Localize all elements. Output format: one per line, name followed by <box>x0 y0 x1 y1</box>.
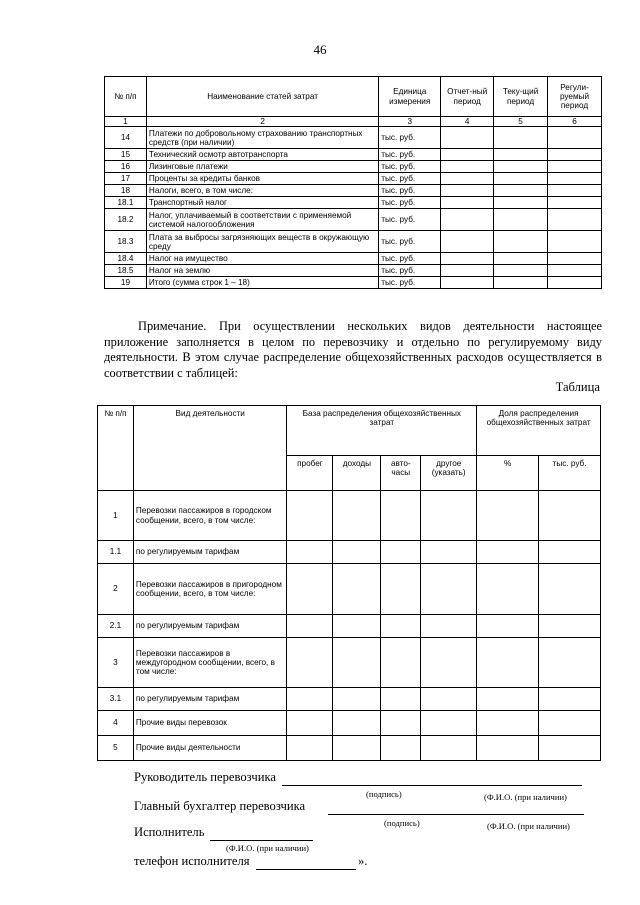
row-current-value[interactable] <box>494 127 548 149</box>
row-num: 18.2 <box>105 209 147 231</box>
page-number: 46 <box>313 42 327 57</box>
row-unit: тыс. руб. <box>379 197 441 209</box>
header-distribution-share: Доля распределения общехозяйственных затрат <box>477 406 601 456</box>
table-row <box>98 688 601 711</box>
table-row <box>105 209 602 231</box>
row-name: Налоги, всего, в том числе: <box>146 185 378 197</box>
col-number: 6 <box>548 117 602 127</box>
row-other-value[interactable] <box>421 564 477 615</box>
row-unit: тыс. руб. <box>379 173 441 185</box>
row-percent-value[interactable] <box>477 541 539 564</box>
header-autohours: авто-часы <box>381 456 421 491</box>
row-regulated-value[interactable] <box>548 161 602 173</box>
row-income-value[interactable] <box>333 736 381 761</box>
row-percent-value[interactable] <box>477 736 539 761</box>
table-row <box>98 541 601 564</box>
row-mileage-value[interactable] <box>287 688 333 711</box>
row-reported-value[interactable] <box>441 253 494 265</box>
row-thousand-rub-value[interactable] <box>539 736 601 761</box>
row-current-value[interactable] <box>494 161 548 173</box>
row-other-value[interactable] <box>421 615 477 638</box>
table-row <box>98 711 601 736</box>
row-num: 18.3 <box>105 231 147 253</box>
row-other-value[interactable] <box>421 541 477 564</box>
row-unit: тыс. руб. <box>379 231 441 253</box>
row-activity: Перевозки пассажиров в междугородном сообщении, всего, в том числе: <box>133 638 287 688</box>
row-name: Технический осмотр автотранспорта <box>146 149 378 161</box>
row-regulated-value[interactable] <box>548 127 602 149</box>
note-paragraph <box>104 319 602 381</box>
row-name: Платежи по добровольному страхованию транспортных средств (при наличии) <box>146 127 378 149</box>
row-num: 18.4 <box>105 253 147 265</box>
row-unit: тыс. руб. <box>379 209 441 231</box>
row-percent-value[interactable] <box>477 564 539 615</box>
executor-fio-caption: (Ф.И.О. (при наличии) <box>226 843 309 853</box>
row-other-value[interactable] <box>421 736 477 761</box>
col-number: 1 <box>105 117 147 127</box>
header-thousand-rub: тыс. руб. <box>539 456 601 491</box>
row-unit: тыс. руб. <box>379 253 441 265</box>
signature-executor-label: Исполнитель <box>134 825 205 839</box>
header-percent: % <box>477 456 539 491</box>
row-other-value[interactable] <box>421 711 477 736</box>
row-activity: по регулируемым тарифам <box>133 615 287 638</box>
row-reported-value[interactable] <box>441 197 494 209</box>
row-income-value[interactable] <box>333 491 381 541</box>
signature-line <box>328 814 584 815</box>
table-row <box>105 253 602 265</box>
col-number: 4 <box>441 117 494 127</box>
table-row <box>98 615 601 638</box>
col-number: 5 <box>494 117 548 127</box>
table-row <box>105 277 602 289</box>
signature-caption: (подпись) <box>366 789 402 799</box>
row-regulated-value[interactable] <box>548 231 602 253</box>
table-row <box>105 197 602 209</box>
row-num: 18.1 <box>105 197 147 209</box>
row-current-value[interactable] <box>494 197 548 209</box>
row-reported-value[interactable] <box>441 127 494 149</box>
row-thousand-rub-value[interactable] <box>539 615 601 638</box>
table-row <box>105 265 602 277</box>
row-thousand-rub-value[interactable] <box>539 564 601 615</box>
row-unit: тыс. руб. <box>379 265 441 277</box>
row-current-value[interactable] <box>494 185 548 197</box>
row-num: 5 <box>98 736 134 761</box>
table-row <box>105 127 602 149</box>
fio-caption: (Ф.И.О. (при наличии) <box>484 792 567 802</box>
row-num: 3 <box>98 638 134 688</box>
table-row <box>105 161 602 173</box>
row-autohours-value[interactable] <box>381 491 421 541</box>
row-mileage-value[interactable] <box>287 564 333 615</box>
cost-distribution-table <box>97 405 601 761</box>
row-unit: тыс. руб. <box>379 149 441 161</box>
row-current-value[interactable] <box>494 209 548 231</box>
row-autohours-value[interactable] <box>381 688 421 711</box>
row-regulated-value[interactable] <box>548 173 602 185</box>
header-distribution-base: База распределения общехозяйственных затрат <box>287 406 477 456</box>
header-current-period: Теку-щий период <box>494 77 548 117</box>
fio-caption: (Ф.И.О. (при наличии) <box>487 821 570 831</box>
row-activity: Перевозки пассажиров в пригородном сообщении, всего, в том числе: <box>133 564 287 615</box>
phone-label: телефон исполнителя <box>134 854 250 868</box>
header-num: № п/п <box>105 77 147 117</box>
row-num: 14 <box>105 127 147 149</box>
cost-distribution-body <box>98 491 601 761</box>
table-header-row <box>98 406 601 456</box>
row-autohours-value[interactable] <box>381 736 421 761</box>
row-regulated-value[interactable] <box>548 149 602 161</box>
row-reported-value[interactable] <box>441 231 494 253</box>
phone-line <box>256 869 356 870</box>
table-row <box>105 149 602 161</box>
row-reported-value[interactable] <box>441 149 494 161</box>
header-other: другое (указать) <box>421 456 477 491</box>
row-unit: тыс. руб. <box>379 161 441 173</box>
header-income: доходы <box>333 456 381 491</box>
phone-end: ». <box>358 854 368 868</box>
signature-head-label: Руководитель перевозчика <box>134 770 276 784</box>
row-regulated-value[interactable] <box>548 277 602 289</box>
row-other-value[interactable] <box>421 491 477 541</box>
table-row <box>98 491 601 541</box>
row-autohours-value[interactable] <box>381 638 421 688</box>
row-num: 1 <box>98 491 134 541</box>
row-mileage-value[interactable] <box>287 541 333 564</box>
row-num: 16 <box>105 161 147 173</box>
row-thousand-rub-value[interactable] <box>539 688 601 711</box>
row-name: Итого (сумма строк 1 – 18) <box>146 277 378 289</box>
row-activity: Прочие виды перевозок <box>133 711 287 736</box>
row-reported-value[interactable] <box>441 209 494 231</box>
row-num: 2.1 <box>98 615 134 638</box>
row-thousand-rub-value[interactable] <box>539 711 601 736</box>
header-activity: Вид деятельности <box>133 406 287 491</box>
row-autohours-value[interactable] <box>381 541 421 564</box>
row-mileage-value[interactable] <box>287 711 333 736</box>
row-name: Плата за выбросы загрязняющих веществ в окружающую среду <box>146 231 378 253</box>
row-regulated-value[interactable] <box>548 197 602 209</box>
cost-items-body <box>105 127 602 289</box>
row-autohours-value[interactable] <box>381 615 421 638</box>
row-thousand-rub-value[interactable] <box>539 541 601 564</box>
table-row <box>105 185 602 197</box>
row-regulated-value[interactable] <box>548 265 602 277</box>
row-income-value[interactable] <box>333 638 381 688</box>
row-income-value[interactable] <box>333 688 381 711</box>
row-num: 15 <box>105 149 147 161</box>
col-number: 3 <box>379 117 441 127</box>
row-name: Налог на имущество <box>146 253 378 265</box>
table-row <box>98 564 601 615</box>
row-current-value[interactable] <box>494 265 548 277</box>
signature-line <box>282 785 582 786</box>
row-name: Проценты за кредиты банков <box>146 173 378 185</box>
row-income-value[interactable] <box>333 615 381 638</box>
row-name: Налог, уплачиваемый в соответствии с применяемой системой налогообложения <box>146 209 378 231</box>
row-unit: тыс. руб. <box>379 127 441 149</box>
row-mileage-value[interactable] <box>287 638 333 688</box>
row-name: Транспортный налог <box>146 197 378 209</box>
row-autohours-value[interactable] <box>381 564 421 615</box>
table-row <box>98 736 601 761</box>
row-regulated-value[interactable] <box>548 209 602 231</box>
row-mileage-value[interactable] <box>287 615 333 638</box>
row-num: 2 <box>98 564 134 615</box>
row-num: 3.1 <box>98 688 134 711</box>
row-unit: тыс. руб. <box>379 277 441 289</box>
row-regulated-value[interactable] <box>548 253 602 265</box>
row-current-value[interactable] <box>494 253 548 265</box>
row-regulated-value[interactable] <box>548 185 602 197</box>
table-row <box>105 173 602 185</box>
header-reported-period: Отчет-ный период <box>441 77 494 117</box>
row-num: 19 <box>105 277 147 289</box>
row-reported-value[interactable] <box>441 265 494 277</box>
cost-items-table <box>104 76 602 289</box>
row-name: Налог на землю <box>146 265 378 277</box>
row-current-value[interactable] <box>494 277 548 289</box>
header-unit: Единица измерения <box>379 77 441 117</box>
row-activity: Прочие виды деятельности <box>133 736 287 761</box>
header-regulated-period: Регули-руемый период <box>548 77 602 117</box>
row-current-value[interactable] <box>494 173 548 185</box>
row-current-value[interactable] <box>494 149 548 161</box>
row-income-value[interactable] <box>333 711 381 736</box>
row-mileage-value[interactable] <box>287 736 333 761</box>
row-activity: Перевозки пассажиров в городском сообщении, всего, в том числе: <box>133 491 287 541</box>
row-percent-value[interactable] <box>477 638 539 688</box>
row-unit: тыс. руб. <box>379 185 441 197</box>
row-reported-value[interactable] <box>441 277 494 289</box>
table-row <box>105 231 602 253</box>
header-mileage: пробег <box>287 456 333 491</box>
row-percent-value[interactable] <box>477 711 539 736</box>
row-reported-value[interactable] <box>441 185 494 197</box>
row-num: 4 <box>98 711 134 736</box>
col-number: 2 <box>146 117 378 127</box>
row-income-value[interactable] <box>333 564 381 615</box>
header-cost-item: Наименование статей затрат <box>146 77 378 117</box>
row-thousand-rub-value[interactable] <box>539 491 601 541</box>
row-reported-value[interactable] <box>441 173 494 185</box>
row-num: 18 <box>105 185 147 197</box>
column-number-row <box>105 117 602 127</box>
row-current-value[interactable] <box>494 231 548 253</box>
table-caption: Таблица <box>555 380 600 394</box>
row-percent-value[interactable] <box>477 491 539 541</box>
row-num: 18.5 <box>105 265 147 277</box>
row-percent-value[interactable] <box>477 615 539 638</box>
row-reported-value[interactable] <box>441 161 494 173</box>
row-activity: по регулируемым тарифам <box>133 688 287 711</box>
row-autohours-value[interactable] <box>381 711 421 736</box>
row-num: 1.1 <box>98 541 134 564</box>
row-other-value[interactable] <box>421 688 477 711</box>
row-name: Лизинговые платежи <box>146 161 378 173</box>
row-thousand-rub-value[interactable] <box>539 638 601 688</box>
row-activity: по регулируемым тарифам <box>133 541 287 564</box>
note-text: Примечание. При осуществлении нескольких видов деятельности настоящее приложение заполняется в целом по перевозчику и отдельно по регулируемому виду деятельности. В этом случае распределение общехозяйственных расходов осуществляется в соответствии с таблицей: <box>104 319 602 380</box>
row-income-value[interactable] <box>333 541 381 564</box>
signature-accountant-label: Главный бухгалтер перевозчика <box>134 799 306 813</box>
row-other-value[interactable] <box>421 638 477 688</box>
table-row <box>98 638 601 688</box>
row-num: 17 <box>105 173 147 185</box>
header-num: № п/п <box>98 406 134 491</box>
signature-caption: (подпись) <box>384 818 420 828</box>
row-mileage-value[interactable] <box>287 491 333 541</box>
table-header-row <box>105 77 602 117</box>
signature-line <box>210 840 313 841</box>
row-percent-value[interactable] <box>477 688 539 711</box>
